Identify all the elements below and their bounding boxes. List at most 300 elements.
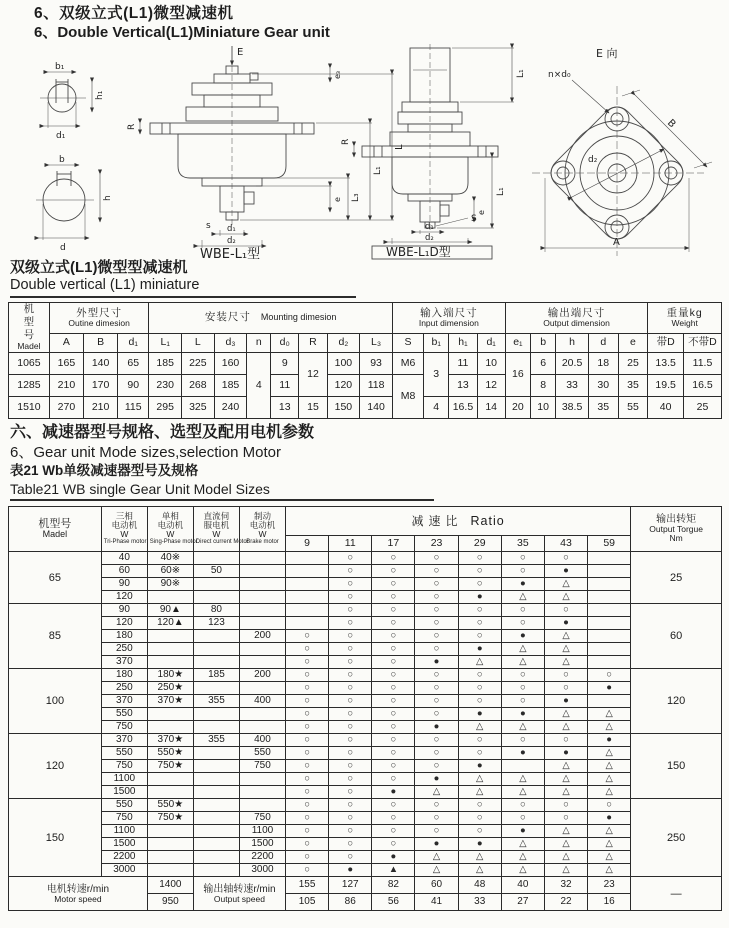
motor-power-cell: 40※ (147, 552, 193, 565)
ratio-symbol-cell: ○ (415, 578, 458, 591)
page-title-block (34, 4, 330, 42)
dim-cell: 170 (84, 374, 118, 396)
ratio-symbol-cell: ● (544, 617, 587, 630)
table2-row-120-1500 (9, 786, 722, 799)
motor-power-cell (193, 799, 239, 812)
dim-cell: 19.5 (648, 374, 684, 396)
table2-model-header: 机型号 Madel (9, 507, 102, 552)
ratio-symbol-cell: ○ (329, 669, 372, 682)
ratio-symbol-cell: ○ (458, 565, 501, 578)
dim-cell: 14 (477, 396, 505, 418)
ratio-symbol-cell: ○ (286, 851, 329, 864)
motor-power-cell (147, 825, 193, 838)
dim-cell: 8 (531, 374, 556, 396)
ratio-symbol-cell: ○ (501, 695, 544, 708)
ratio-symbol-cell: ○ (458, 682, 501, 695)
model-cell: 120 (9, 734, 102, 799)
unit1-caption: WBE-L₁型 (200, 247, 261, 260)
ratio-symbol-cell: ○ (372, 656, 415, 669)
motor-power-cell (239, 721, 285, 734)
ratio-symbol-cell: ○ (372, 747, 415, 760)
motor-power-cell (193, 760, 239, 773)
dim-l-label: L (394, 144, 405, 150)
motor-power-cell (193, 630, 239, 643)
ratio-symbol-cell: △ (415, 851, 458, 864)
output-torque-cell: 150 (631, 734, 722, 799)
ratio-symbol-cell: ○ (286, 786, 329, 799)
ratio-symbol-cell: ○ (372, 565, 415, 578)
ratio-symbol-cell: ○ (415, 591, 458, 604)
ratio-symbol-cell: ○ (501, 734, 544, 747)
motor-power-cell (239, 708, 285, 721)
dim-cell: 4 (424, 396, 449, 418)
dim-l1-label: L₁ (373, 166, 383, 175)
dim-cell: 35 (618, 374, 648, 396)
ratio-symbol-cell: ○ (415, 604, 458, 617)
dim-s-label: s (206, 221, 211, 231)
motor-power-cell: 1500 (101, 838, 147, 851)
ratio-symbol-cell: ○ (329, 695, 372, 708)
dim-e2-label: e (477, 210, 486, 215)
ratio-symbol-cell: ○ (501, 812, 544, 825)
dim-cell: 10 (531, 396, 556, 418)
dim-cell: 185 (214, 374, 247, 396)
ratio-symbol-cell (588, 578, 631, 591)
ratio-symbol-cell: ○ (458, 630, 501, 643)
section2-en: 6、Gear unit Mode sizes,selection Motor (10, 444, 281, 461)
ratio-symbol-cell (286, 604, 329, 617)
motor-power-cell: 90 (101, 578, 147, 591)
table2-row-150-1100 (9, 825, 722, 838)
table2-row-150-3000 (9, 864, 722, 877)
ratio-symbol-cell: ○ (286, 708, 329, 721)
table1-col-13: h₁ (449, 334, 477, 353)
table2-torque-header: 输出转矩 Output Torgue Nm (631, 507, 722, 552)
dim-cell: 35 (588, 396, 618, 418)
ratio-symbol-cell: △ (501, 851, 544, 864)
ratio-symbol-cell: ● (588, 682, 631, 695)
dim-d1-label: d₁ (56, 131, 66, 141)
shaft-section-big (36, 165, 100, 240)
dim-cell: 165 (49, 352, 83, 374)
ratio-symbol-cell: ○ (329, 708, 372, 721)
ratio-symbol-cell: ○ (458, 799, 501, 812)
ratio-symbol-cell: ○ (286, 760, 329, 773)
ratio-symbol-cell: △ (458, 773, 501, 786)
ratio-symbol-cell: △ (588, 773, 631, 786)
motor-power-cell: 2200 (101, 851, 147, 864)
table1-col-20: 带D (648, 334, 684, 353)
motor-power-cell: 90 (101, 604, 147, 617)
motor-power-cell: 1500 (101, 786, 147, 799)
ratio-value-35: 35 (501, 536, 544, 552)
ratio-symbol-cell: △ (501, 838, 544, 851)
dim-cell: 12 (477, 374, 505, 396)
ratio-symbol-cell: ○ (415, 734, 458, 747)
motor-power-cell: 550 (101, 799, 147, 812)
ratio-symbol-cell: △ (458, 656, 501, 669)
output-speed-value: 40 (501, 877, 544, 894)
ratio-symbol-cell: ○ (501, 565, 544, 578)
ratio-symbol-cell: ○ (415, 695, 458, 708)
dim-cell: 140 (360, 396, 393, 418)
motor-power-cell (193, 591, 239, 604)
ratio-symbol-cell: ○ (329, 565, 372, 578)
table2-row-150-1500 (9, 838, 722, 851)
ratio-symbol-cell: ○ (588, 669, 631, 682)
ratio-value-9: 9 (286, 536, 329, 552)
ratio-symbol-cell: △ (544, 656, 587, 669)
table2-row-150-550 (9, 799, 722, 812)
motor-power-cell (147, 721, 193, 734)
ratio-symbol-cell: △ (588, 786, 631, 799)
ratio-symbol-cell: ○ (501, 604, 544, 617)
motor-power-cell (147, 708, 193, 721)
dim-h-label: h (103, 195, 113, 201)
dim-cell: 4 (247, 352, 271, 418)
ratio-symbol-cell: ○ (286, 695, 329, 708)
dim-r2-label: R (341, 138, 351, 145)
ratio-symbol-cell: △ (501, 864, 544, 877)
dimension-table (8, 302, 722, 419)
table1-col-3: L₁ (149, 334, 182, 353)
ratio-symbol-cell: ○ (286, 721, 329, 734)
ratio-symbol-cell: ○ (372, 617, 415, 630)
dim-d1b-label: d₁ (425, 222, 434, 232)
motor-power-cell: 120 (101, 617, 147, 630)
ratio-symbol-cell: ○ (415, 747, 458, 760)
ratio-symbol-cell: ○ (329, 617, 372, 630)
ratio-symbol-cell: ○ (286, 643, 329, 656)
motor-power-cell: 400 (239, 734, 285, 747)
dim-cell: 33 (556, 374, 589, 396)
motor-power-cell (239, 786, 285, 799)
ratio-symbol-cell: △ (544, 643, 587, 656)
ratio-symbol-cell: △ (544, 721, 587, 734)
ratio-symbol-cell: ○ (286, 773, 329, 786)
dim-cell: 230 (149, 374, 182, 396)
model-cell: 85 (9, 604, 102, 669)
dim-cell: 13.5 (648, 352, 684, 374)
table2-motor-header-singlephase: 单相 电动机 W Sing-Phase motor (147, 507, 193, 552)
motor-power-cell: 200 (239, 669, 285, 682)
flange-holes-label: n×d₀ (548, 70, 571, 80)
ratio-symbol-cell: ● (415, 838, 458, 851)
dim-cell: 268 (182, 374, 215, 396)
output-torque-cell: 250 (631, 799, 722, 877)
motor-power-cell: 90▲ (147, 604, 193, 617)
table1-group-row (9, 303, 722, 334)
ratio-symbol-cell: ○ (415, 617, 458, 630)
model-table-wrap (8, 506, 722, 911)
dim-cell: 295 (149, 396, 182, 418)
table2-footer-row-1400 (9, 877, 722, 894)
dim-cell: 185 (149, 352, 182, 374)
motor-power-cell: 550 (101, 747, 147, 760)
ratio-symbol-cell: ○ (544, 669, 587, 682)
ratio-symbol-cell: ○ (286, 630, 329, 643)
ratio-symbol-cell: ○ (286, 812, 329, 825)
dim-cell: 9 (271, 352, 299, 374)
table2-row-120-550 (9, 747, 722, 760)
motor-power-cell: 1500 (239, 838, 285, 851)
dim-cell: 38.5 (556, 396, 589, 418)
dim-cell: 20 (505, 396, 530, 418)
ratio-symbol-cell: ● (458, 643, 501, 656)
dim-l1-top-label: L₁ (516, 69, 526, 78)
ratio-symbol-cell: △ (544, 760, 587, 773)
ratio-symbol-cell: ○ (286, 864, 329, 877)
table1-col-6: n (247, 334, 271, 353)
dim-cell: 55 (618, 396, 648, 418)
motor-power-cell: 750 (239, 760, 285, 773)
unit2-caption: WBE-L₁D型 (386, 245, 451, 259)
motor-power-cell: 550★ (147, 747, 193, 760)
ratio-symbol-cell: ○ (329, 643, 372, 656)
table1-col-2: d₁ (118, 334, 149, 353)
table2-row-85-180 (9, 630, 722, 643)
ratio-symbol-cell: △ (588, 825, 631, 838)
output-speed-value: 27 (501, 894, 544, 911)
table2-ratio-header: 减速比 Ratio (286, 507, 631, 536)
dim-cell: 65 (118, 352, 149, 374)
motor-power-cell (147, 851, 193, 864)
ratio-symbol-cell: ○ (329, 773, 372, 786)
motor-power-cell: 185 (193, 669, 239, 682)
motor-power-cell: 550 (239, 747, 285, 760)
ratio-symbol-cell: ○ (372, 773, 415, 786)
ratio-symbol-cell: ○ (372, 812, 415, 825)
ratio-symbol-cell: △ (588, 851, 631, 864)
ratio-symbol-cell: ○ (458, 669, 501, 682)
ratio-symbol-cell: ○ (458, 734, 501, 747)
ratio-symbol-cell: ○ (329, 799, 372, 812)
ratio-symbol-cell: ○ (372, 604, 415, 617)
output-speed-value: 41 (415, 894, 458, 911)
motor-power-cell (193, 578, 239, 591)
ratio-symbol-cell: ○ (544, 604, 587, 617)
motor-power-cell (239, 552, 285, 565)
ratio-symbol-cell: ○ (458, 552, 501, 565)
model-cell: 100 (9, 669, 102, 734)
output-speed-value: 48 (458, 877, 501, 894)
output-speed-value: 82 (372, 877, 415, 894)
ratio-symbol-cell: ○ (544, 799, 587, 812)
table2-row-150-750 (9, 812, 722, 825)
ratio-symbol-cell: ● (329, 864, 372, 877)
ratio-symbol-cell (588, 565, 631, 578)
ratio-symbol-cell (588, 604, 631, 617)
ratio-symbol-cell: ○ (372, 695, 415, 708)
ratio-symbol-cell: ○ (372, 552, 415, 565)
flange-a-label: A (613, 237, 620, 248)
motor-power-cell: 120▲ (147, 617, 193, 630)
model-cell: 1285 (9, 374, 50, 396)
ratio-symbol-cell: ● (501, 630, 544, 643)
motor-power-cell (239, 578, 285, 591)
motor-power-cell (193, 838, 239, 851)
ratio-symbol-cell: ○ (544, 682, 587, 695)
table1-mounting-group: 安装尺寸 Mounting dimesion (149, 303, 393, 334)
ratio-symbol-cell: △ (544, 825, 587, 838)
model-table (8, 506, 722, 911)
output-speed-value: 23 (588, 877, 631, 894)
motor-power-cell (193, 773, 239, 786)
dim-cell: 16.5 (683, 374, 721, 396)
ratio-symbol-cell (588, 591, 631, 604)
ratio-symbol-cell: ● (588, 812, 631, 825)
table2-row-100-550 (9, 708, 722, 721)
ratio-symbol-cell: ● (501, 825, 544, 838)
ratio-symbol-cell: ○ (372, 734, 415, 747)
motor-power-cell: 750 (239, 812, 285, 825)
ratio-symbol-cell: △ (544, 864, 587, 877)
dim-b-label: b (59, 155, 65, 165)
dim-cell: 270 (49, 396, 83, 418)
ratio-symbol-cell: ○ (415, 565, 458, 578)
motor-power-cell (193, 825, 239, 838)
table1-columns-row (9, 334, 722, 353)
ratio-symbol-cell: ● (458, 708, 501, 721)
ratio-value-11: 11 (329, 536, 372, 552)
ratio-symbol-cell: △ (501, 656, 544, 669)
motor-power-cell (147, 656, 193, 669)
ratio-symbol-cell: ○ (415, 799, 458, 812)
motor-power-cell: 750★ (147, 812, 193, 825)
dim-cell: 115 (118, 396, 149, 418)
ratio-symbol-cell: ○ (458, 695, 501, 708)
dim-b1-label: b₁ (55, 62, 65, 72)
flange-b-label: B (664, 117, 678, 131)
table1-col-0: A (49, 334, 83, 353)
dim-cell: 11 (271, 374, 299, 396)
table1-weight-group: 重量kg Weight (648, 303, 722, 334)
ratio-symbol-cell: △ (458, 851, 501, 864)
ratio-symbol-cell: △ (415, 786, 458, 799)
ratio-symbol-cell: ○ (372, 760, 415, 773)
motor-power-cell: 1100 (101, 773, 147, 786)
ratio-symbol-cell: ○ (329, 630, 372, 643)
motor-power-cell: 370★ (147, 695, 193, 708)
flange-e-view-drawing (532, 80, 712, 256)
motor-power-cell: 2200 (239, 851, 285, 864)
output-speed-value: 105 (286, 894, 329, 911)
output-speed-label-cell: 输出轴转速r/min Output speed (193, 877, 285, 911)
ratio-symbol-cell: ● (458, 838, 501, 851)
ratio-value-17: 17 (372, 536, 415, 552)
motor-power-cell (193, 864, 239, 877)
ratio-symbol-cell: ○ (415, 682, 458, 695)
dim-d2-shaft-label: d₂ (227, 236, 236, 246)
ratio-symbol-cell: ○ (588, 799, 631, 812)
ratio-symbol-cell: ○ (501, 799, 544, 812)
view-e-arrow-label: E (237, 47, 244, 58)
dim-cell: 11 (449, 352, 477, 374)
dim-e3-label: e₃ (333, 70, 342, 79)
motor-power-cell: 40 (101, 552, 147, 565)
table2-row-65-90 (9, 578, 722, 591)
table1-input-group: 输入端尺寸 Input dimension (392, 303, 505, 334)
motor-speed-value: 1400 (147, 877, 193, 894)
dim-cell: 160 (214, 352, 247, 374)
ratio-symbol-cell: ○ (415, 552, 458, 565)
dim-d2b-label: d₂ (425, 233, 434, 243)
table1-row-1510 (9, 396, 722, 418)
ratio-symbol-cell: ● (415, 721, 458, 734)
ratio-symbol-cell: ○ (286, 682, 329, 695)
ratio-symbol-cell: ○ (329, 838, 372, 851)
dim-cell: 13 (449, 374, 477, 396)
ratio-symbol-cell: ● (372, 851, 415, 864)
dim-cell: 6 (531, 352, 556, 374)
motor-power-cell: 180 (101, 630, 147, 643)
ratio-symbol-cell: ● (372, 786, 415, 799)
ratio-symbol-cell (286, 565, 329, 578)
ratio-symbol-cell: ○ (415, 760, 458, 773)
table2-row-120-370 (9, 734, 722, 747)
motor-power-cell (147, 773, 193, 786)
ratio-symbol-cell: ○ (415, 708, 458, 721)
motor-power-cell (193, 721, 239, 734)
ratio-symbol-cell: ○ (286, 747, 329, 760)
table1-col-1: B (84, 334, 118, 353)
dim-cell: 30 (588, 374, 618, 396)
ratio-symbol-cell: ○ (329, 721, 372, 734)
table2-row-100-250 (9, 682, 722, 695)
ratio-value-23: 23 (415, 536, 458, 552)
table2-row-120-1100 (9, 773, 722, 786)
dim-h1-label: h₁ (95, 90, 105, 100)
ratio-symbol-cell: ○ (286, 825, 329, 838)
section1-en: Double vertical (L1) miniature (10, 277, 200, 293)
motor-power-cell (239, 682, 285, 695)
page-title-en: 6、Double Vertical(L1)Miniature Gear unit (34, 24, 330, 41)
dim-cell: M8 (392, 374, 423, 418)
output-torque-cell: 60 (631, 604, 722, 669)
output-torque-cell: 25 (631, 552, 722, 604)
dim-e-label: e (333, 197, 342, 202)
dim-cell: 150 (327, 396, 360, 418)
table2-header-row1 (9, 507, 722, 536)
model-cell: 1065 (9, 352, 50, 374)
ratio-symbol-cell: ○ (329, 682, 372, 695)
ratio-symbol-cell: ○ (372, 721, 415, 734)
ratio-symbol-cell: ○ (372, 838, 415, 851)
ratio-symbol-cell: △ (544, 773, 587, 786)
dim-cell: 90 (118, 374, 149, 396)
table1-model-header: 机型号 Madel (9, 303, 50, 353)
dim-cell: 120 (327, 374, 360, 396)
motor-power-cell: 750 (101, 721, 147, 734)
ratio-symbol-cell: ○ (329, 552, 372, 565)
motor-power-cell: 180★ (147, 669, 193, 682)
ratio-symbol-cell: ○ (372, 591, 415, 604)
table1-outline-group: 外型尺寸 Outine dimesion (49, 303, 149, 334)
table1-col-21: 不带D (683, 334, 721, 353)
table1-col-5: d₃ (214, 334, 247, 353)
gear-unit-wbe-l1d-drawing (354, 44, 514, 259)
motor-power-cell (147, 591, 193, 604)
ratio-symbol-cell: ○ (501, 617, 544, 630)
ratio-symbol-cell: △ (501, 786, 544, 799)
motor-power-cell: 550 (101, 708, 147, 721)
table1-col-11: S (392, 334, 423, 353)
torque-dash-cell: — (631, 877, 722, 911)
motor-power-cell: 370 (101, 734, 147, 747)
motor-power-cell (193, 682, 239, 695)
shaft-section-small (40, 72, 92, 128)
motor-power-cell (193, 851, 239, 864)
